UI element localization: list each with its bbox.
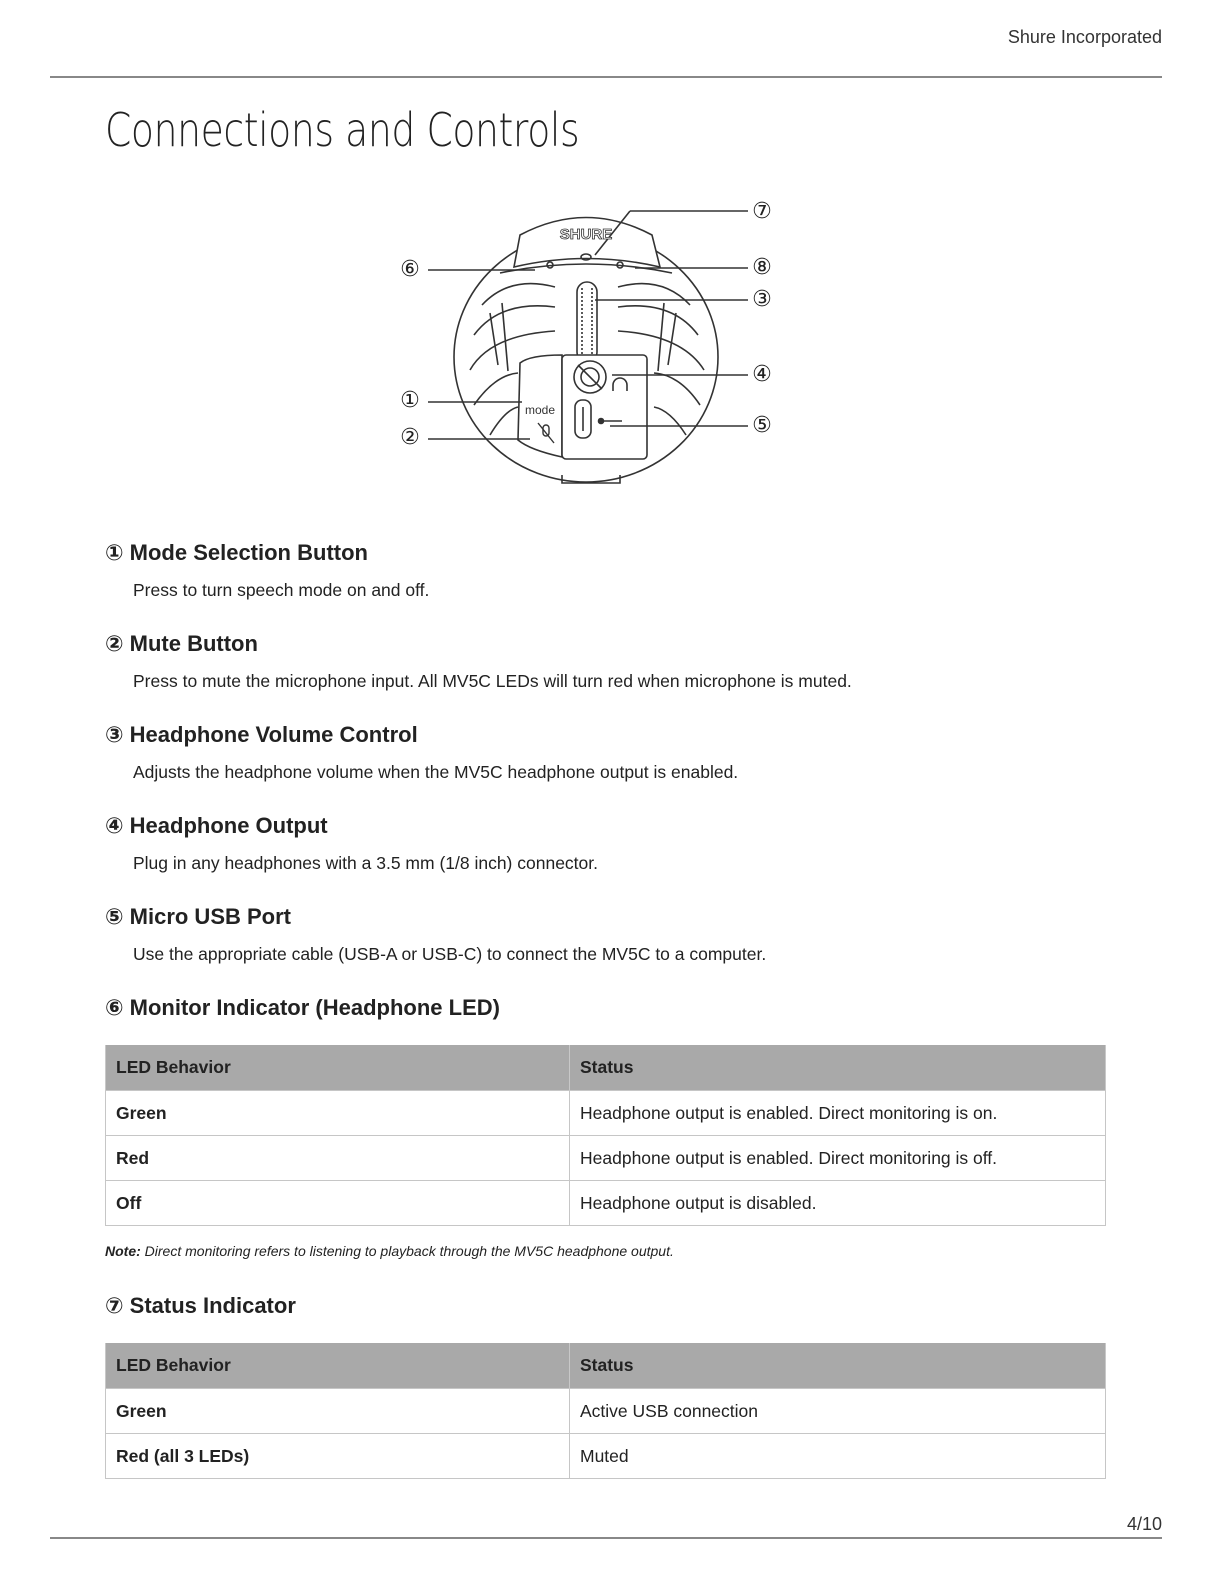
page-title: Connections and Controls [105,103,580,157]
note: Note: Direct monitoring refers to listening to playback through the MV5C headphone output. [105,1243,674,1259]
section-heading-monitor: ⑥ Monitor Indicator (Headphone LED) [105,995,500,1020]
section-heading-mute: ② Mute Button [105,631,258,656]
table-cell: Off [106,1181,570,1226]
callout-8: ⑧ [752,255,772,280]
mode-label: mode [524,403,556,417]
table-header-row [106,1045,1106,1091]
column-header: Status [570,1045,1106,1091]
table-cell: Active USB connection [570,1389,1106,1434]
header-company: Shure Incorporated [1007,27,1162,47]
callout-7: ⑦ [752,199,772,224]
section-desc-usb: Use the appropriate cable (USB-A or USB-C) to connect the MV5C to a computer. [133,944,767,964]
section-heading-volume: ③ Headphone Volume Control [105,722,418,747]
table-cell: Muted [570,1434,1106,1479]
section-heading-status: ⑦ Status Indicator [105,1293,296,1318]
brand-logo: SHURE [559,226,613,243]
table-row [106,1434,1106,1479]
section-heading-usb: ⑤ Micro USB Port [105,904,291,929]
content [105,536,1107,1479]
table-cell: Red [106,1136,570,1181]
column-header: Status [570,1343,1106,1389]
callout-4: ④ [752,362,772,387]
table-cell: Headphone output is enabled. Direct monitoring is on. [570,1091,1106,1136]
footer-rule [50,1537,1162,1539]
callout-3: ③ [752,287,772,312]
table-cell: Green [106,1389,570,1434]
table-row [106,1091,1106,1136]
page-number: 4/10 [1126,1514,1162,1534]
section-heading-mode: ① Mode Selection Button [105,540,368,565]
section-desc-mode: Press to turn speech mode on and off. [133,580,430,600]
column-header: LED Behavior [106,1045,570,1091]
table-row [106,1136,1106,1181]
section-desc-headphone-output: Plug in any headphones with a 3.5 mm (1/8 inch) connector. [133,853,598,873]
section-desc-volume: Adjusts the headphone volume when the MV5C headphone output is enabled. [133,762,739,782]
section-desc-mute: Press to mute the microphone input. All MV5C LEDs will turn red when microphone is muted. [133,671,852,691]
callout-6: ⑥ [400,257,420,282]
monitor-led-table [105,1045,1106,1226]
status-led-table [105,1343,1106,1479]
table-cell: Red (all 3 LEDs) [106,1434,570,1479]
table-row [106,1181,1106,1226]
table-cell: Green [106,1091,570,1136]
table-header-row [106,1343,1106,1389]
table-cell: Headphone output is enabled. Direct monitoring is off. [570,1136,1106,1181]
callout-5: ⑤ [752,413,772,438]
table-row [106,1389,1106,1434]
table-cell: Headphone output is disabled. [570,1181,1106,1226]
column-header: LED Behavior [106,1343,570,1389]
microphone-diagram [390,195,790,490]
header-rule [50,76,1162,78]
section-heading-headphone-output: ④ Headphone Output [105,813,328,838]
callout-1: ① [400,388,420,413]
callout-2: ② [400,425,420,450]
